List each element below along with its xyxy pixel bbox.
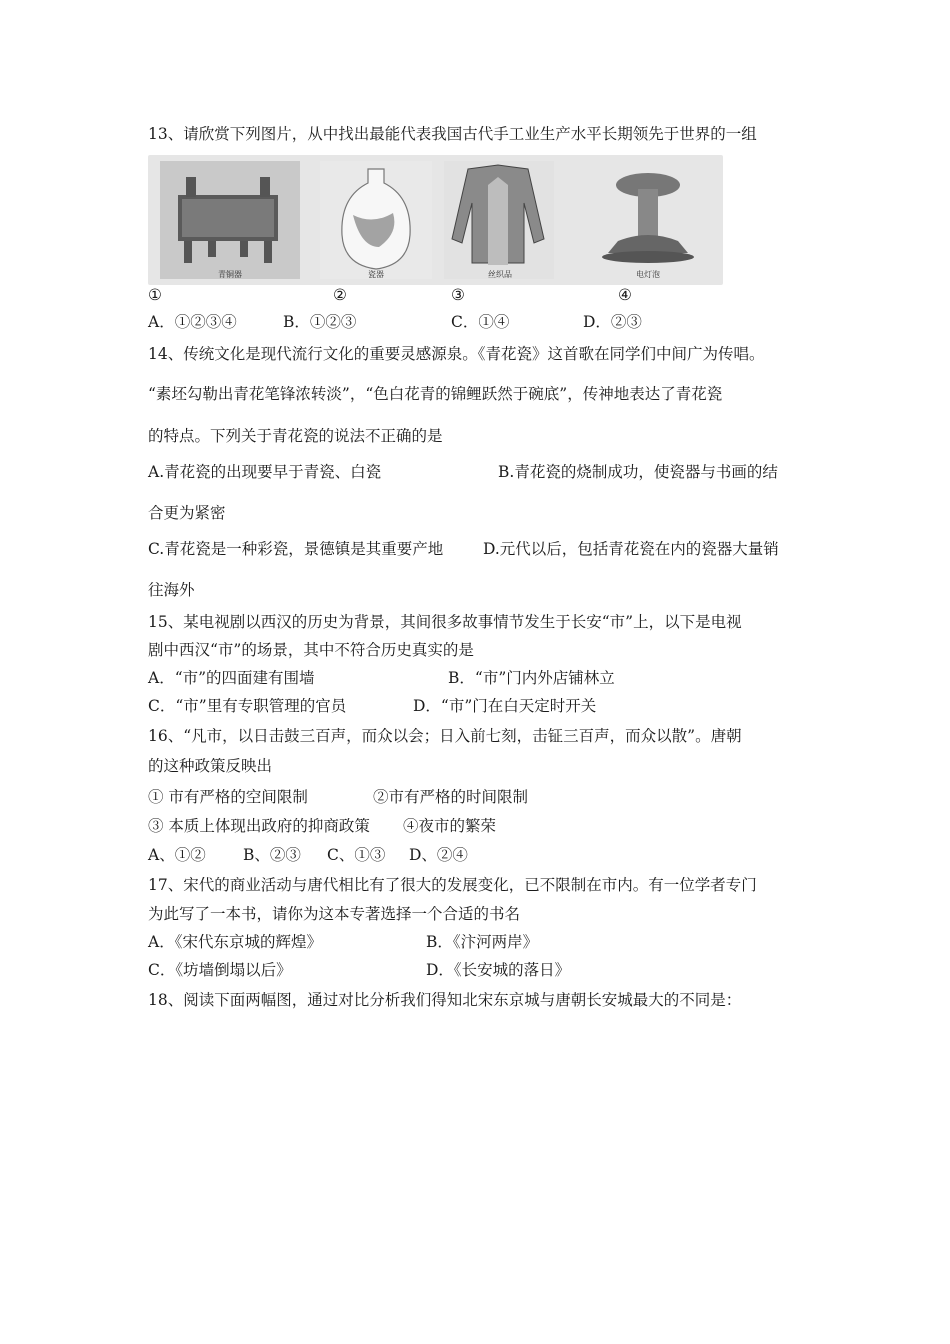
q13-numeral-4: ④ [618,286,632,304]
q14-stem-line-1: 14、传统文化是现代流行文化的重要灵感源泉。《青花瓷》这首歌在同学们中间广为传唱。 [148,345,765,363]
q14-option-d-cont: 往海外 [148,581,195,599]
q13-option-b[interactable]: B．①②③ [283,313,357,331]
porcelain-vase-icon [320,161,432,279]
q16-item-4: ④夜市的繁荣 [403,817,497,835]
q15-option-a[interactable]: A．“市”的四面建有围墙 [148,669,315,687]
q16-option-b[interactable]: B、②③ [243,846,301,864]
q13-option-d[interactable]: D．②③ [583,313,642,331]
q14-stem-line-3: 的特点。下列关于青花瓷的说法不正确的是 [148,427,443,445]
q15-option-b[interactable]: B．“市”门内外店铺林立 [448,669,615,687]
q15-option-d[interactable]: D．“市”门在白天定时开关 [413,697,597,715]
bronze-ding-icon [160,161,300,279]
picture-caption-3: 丝织品 [488,270,512,279]
q16-item-2: ②市有严格的时间限制 [373,788,529,806]
q17-option-b[interactable]: B．《汴河两岸》 [426,933,539,951]
q14-stem-line-2: “素坯勾勒出青花笔锋浓转淡”，“色白花青的锦鲤跃然于碗底”，传神地表达了青花瓷 [148,385,723,403]
q15-stem-line-2: 剧中西汉“市”的场景，其中不符合历史真实的是 [148,641,474,659]
q15-stem-line-1: 15、某电视剧以西汉的历史为背景，其间很多故事情节发生于长安“市”上，以下是电视 [148,613,742,631]
q14-option-b[interactable]: B.青花瓷的烧制成功，使瓷器与书画的结 [498,463,778,481]
q16-option-d[interactable]: D、②④ [409,846,468,864]
q14-option-a[interactable]: A.青花瓷的出现要早于青瓷、白瓷 [148,463,382,481]
q17-option-d[interactable]: D．《长安城的落日》 [426,961,571,979]
q13-stem: 13、请欣赏下列图片，从中找出最能代表我国古代手工业生产水平长期领先于世界的一组 [148,125,757,143]
q14-option-c[interactable]: C.青花瓷是一种彩瓷，景德镇是其重要产地 [148,540,444,558]
q13-option-c[interactable]: C．①④ [451,313,510,331]
q16-stem-line-1: 16、“凡市，以日击鼓三百声，而众以会；日入前七刻，击钲三百声，而众以散”。唐朝 [148,727,742,745]
q17-option-a[interactable]: A．《宋代东京城的辉煌》 [148,933,322,951]
lamp-icon [578,161,718,279]
q14-option-d[interactable]: D.元代以后，包括青花瓷在内的瓷器大量销 [483,540,779,558]
q16-option-a[interactable]: A、①② [148,846,206,864]
silk-robe-icon [444,161,554,279]
q15-option-c[interactable]: C．“市”里有专职管理的官员 [148,697,347,715]
picture-caption-1: 青铜器 [218,270,242,279]
q16-item-3: ③ 本质上体现出政府的抑商政策 [148,817,370,835]
q14-option-b-cont: 合更为紧密 [148,504,226,522]
picture-caption-4: 电灯泡 [636,270,660,279]
q13-option-a[interactable]: A．①②③④ [148,313,237,331]
q13-numeral-2: ② [333,286,347,304]
q18-stem: 18、阅读下面两幅图，通过对比分析我们得知北宋东京城与唐朝长安城最大的不同是： [148,991,742,1009]
q17-option-c[interactable]: C．《坊墙倒塌以后》 [148,961,292,979]
q13-numeral-1: ① [148,286,162,304]
q17-stem-line-2: 为此写了一本书，请你为这本专著选择一个合适的书名 [148,905,521,923]
q17-stem-line-1: 17、宋代的商业活动与唐代相比有了很大的发展变化，已不限制在市内。有一位学者专门 [148,876,757,894]
picture-caption-2: 瓷器 [368,270,384,279]
q16-item-1: ① 市有严格的空间限制 [148,788,308,806]
q13-numeral-3: ③ [451,286,465,304]
q16-stem-line-2: 的这种政策反映出 [148,757,273,775]
q16-option-c[interactable]: C、①③ [327,846,386,864]
q13-picture-strip [148,155,723,285]
